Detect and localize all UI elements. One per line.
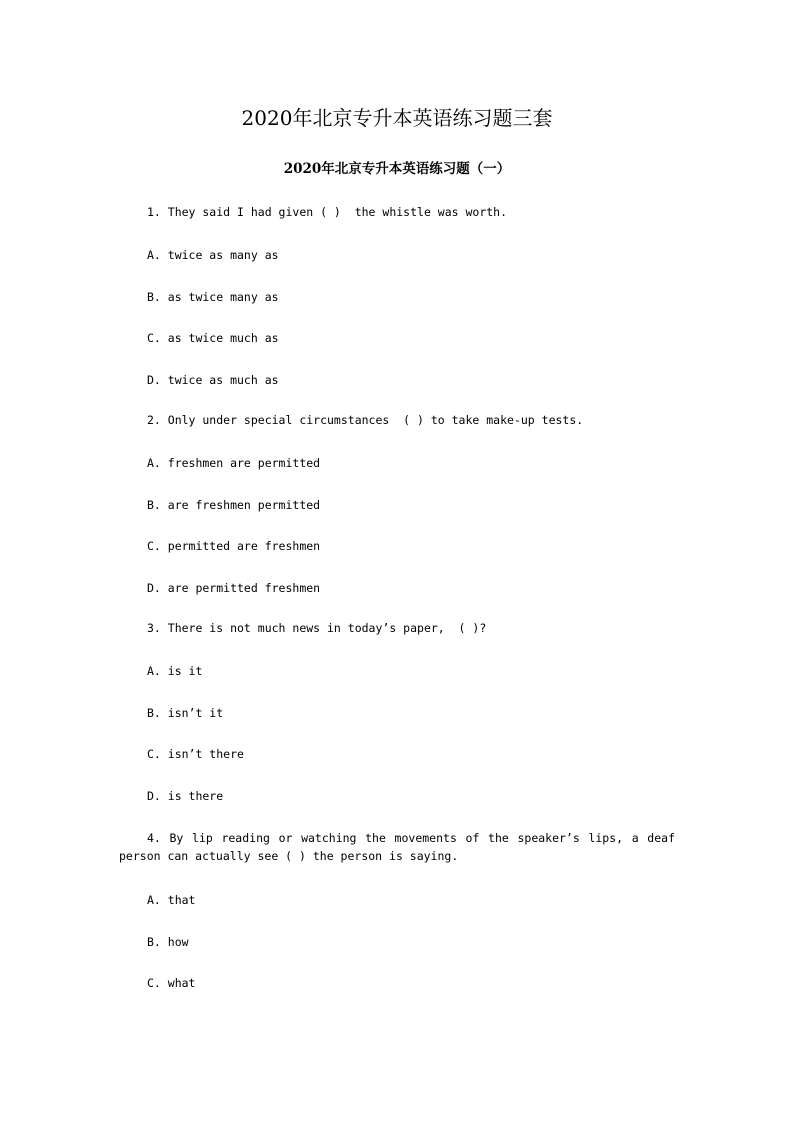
question-1-stem: 1. They said I had given ( ) the whistle was worth. [147, 205, 508, 219]
question-1-option-b: B. as twice many as [147, 290, 279, 304]
question-2-option-b: B. are freshmen permitted [147, 498, 321, 512]
question-2-stem: 2. Only under special circumstances ( ) to take make-up tests. [147, 413, 584, 427]
question-2-option-c: C. permitted are freshmen [147, 539, 321, 553]
question-4-option-b: B. how [147, 935, 189, 949]
question-2-option-d: D. are permitted freshmen [147, 581, 321, 595]
question-1-option-a: A. twice as many as [147, 248, 279, 262]
question-3-option-c: C. isn’t there [147, 747, 244, 761]
question-4-option-c: C. what [147, 976, 196, 990]
section-subtitle: 2020年北京专升本英语练习题（一） [283, 161, 511, 177]
document-title: 2020年北京专升本英语练习题三套 [241, 106, 553, 130]
question-1-option-d: D. twice as much as [147, 373, 279, 387]
question-1-option-c: C. as twice much as [147, 331, 279, 345]
question-2-option-a: A. freshmen are permitted [147, 456, 321, 470]
question-3-option-d: D. is there [147, 789, 224, 803]
question-3-option-a: A. is it [147, 664, 203, 678]
question-3-stem: 3. There is not much news in today’s paper, ( )? [147, 621, 487, 635]
question-4-stem: 4. By lip reading or watching the movements of the speaker’s lips, a deaf person can actually see ( ) the person is saying. [119, 831, 675, 863]
question-4-option-a: A. that [147, 893, 196, 907]
question-3-option-b: B. isn’t it [147, 706, 224, 720]
